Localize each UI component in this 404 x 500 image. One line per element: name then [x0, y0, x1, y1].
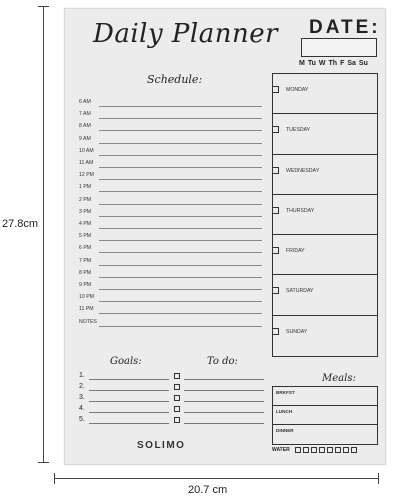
schedule-time-label: 10 AM — [79, 147, 94, 154]
schedule-row[interactable] — [79, 148, 262, 160]
schedule-row[interactable] — [79, 136, 262, 148]
water-glass-checkbox[interactable] — [335, 447, 341, 453]
schedule-row[interactable] — [79, 245, 262, 257]
schedule-line[interactable] — [99, 265, 262, 266]
meal-label: DINNER — [276, 428, 294, 433]
schedule-row[interactable] — [79, 221, 262, 233]
schedule-line[interactable] — [99, 216, 262, 217]
schedule-time-label: 8 PM — [79, 269, 92, 276]
weekday-checkbox[interactable] — [272, 247, 279, 254]
weekday-label: THURSDAY — [286, 207, 315, 214]
meal-cell[interactable] — [273, 387, 377, 406]
schedule-line[interactable] — [99, 204, 262, 205]
schedule-time-label: 2 PM — [79, 196, 92, 203]
schedule-row[interactable] — [79, 319, 262, 331]
schedule-line[interactable] — [99, 326, 262, 327]
schedule-time-label: 12 PM — [79, 172, 94, 179]
goal-line[interactable] — [89, 379, 169, 380]
todo-line[interactable] — [184, 412, 264, 413]
weekday-label: TUESDAY — [286, 127, 311, 134]
schedule-row[interactable] — [79, 111, 262, 123]
height-dimension-cap-top — [38, 6, 49, 7]
todo-line[interactable] — [184, 423, 264, 424]
weekday-cell[interactable] — [273, 195, 377, 235]
date-field[interactable] — [301, 38, 377, 57]
weekday-label: FRIDAY — [286, 248, 305, 255]
weekday-cell[interactable] — [273, 74, 377, 114]
day-of-week-row — [299, 60, 368, 67]
height-dimension-cap-bottom — [38, 462, 49, 463]
goals-title: Goals: — [110, 356, 142, 367]
schedule-time-label: 8 AM — [79, 123, 91, 130]
schedule-time-label: 1 PM — [79, 184, 92, 191]
meal-cell[interactable] — [273, 406, 377, 425]
schedule-line[interactable] — [99, 179, 262, 180]
weekday-checkbox[interactable] — [272, 207, 279, 214]
schedule-row[interactable] — [79, 123, 262, 135]
schedule-row[interactable] — [79, 282, 262, 294]
goal-row[interactable] — [79, 372, 169, 383]
goal-number: 5. — [79, 416, 85, 423]
todo-title: To do: — [207, 356, 238, 367]
schedule-row[interactable] — [79, 258, 262, 270]
planner-title: Daily Planner — [93, 19, 279, 49]
width-dimension-label: 20.7 cm — [188, 484, 228, 496]
schedule-time-label: 7 PM — [79, 257, 92, 264]
width-dimension-line — [54, 478, 378, 479]
schedule-line[interactable] — [99, 252, 262, 253]
weekday-checkbox[interactable] — [272, 126, 279, 133]
weekday-cell[interactable] — [273, 114, 377, 154]
schedule-row[interactable] — [79, 184, 262, 196]
goal-line[interactable] — [89, 401, 169, 402]
todo-line[interactable] — [184, 379, 264, 380]
schedule-line[interactable] — [99, 313, 262, 314]
schedule-time-label: 4 PM — [79, 221, 92, 227]
schedule-line[interactable] — [99, 167, 262, 168]
schedule-line[interactable] — [99, 106, 262, 107]
water-glass-checkbox[interactable] — [343, 447, 349, 453]
water-glass-checkbox[interactable] — [311, 447, 317, 453]
schedule-line[interactable] — [99, 289, 262, 290]
schedule-line[interactable] — [99, 155, 262, 156]
schedule-line[interactable] — [99, 240, 262, 241]
schedule-row[interactable] — [79, 306, 262, 318]
water-glass-checkbox[interactable] — [303, 447, 309, 453]
water-glass-checkbox[interactable] — [319, 447, 325, 453]
day-letter[interactable]: Th — [328, 60, 338, 67]
water-tracker — [272, 447, 357, 453]
todo-checkbox[interactable] — [174, 417, 180, 423]
goal-number: 4. — [79, 405, 85, 412]
schedule-line[interactable] — [99, 301, 262, 302]
day-letter[interactable]: W — [318, 60, 326, 67]
weekday-cell[interactable] — [273, 275, 377, 315]
day-letter[interactable]: Tu — [307, 60, 316, 67]
goal-line[interactable] — [89, 423, 169, 424]
weekday-cell[interactable] — [273, 235, 377, 275]
weekday-label: WEDNESDAY — [286, 167, 320, 174]
schedule-row[interactable] — [79, 99, 262, 111]
goal-number: 3. — [79, 394, 85, 401]
goal-row[interactable] — [79, 416, 169, 427]
goal-row[interactable] — [79, 405, 169, 416]
weekday-checkbox[interactable] — [272, 287, 279, 294]
schedule-time-label: 9 PM — [79, 282, 92, 288]
schedule-time-label: 6 PM — [79, 245, 92, 252]
meals-box — [272, 386, 378, 445]
water-glass-checkbox[interactable] — [351, 447, 357, 453]
todo-row[interactable] — [174, 372, 264, 383]
weekday-checkbox[interactable] — [272, 167, 279, 174]
height-dimension-label: 27.8cm — [2, 218, 39, 230]
water-glass-checkbox[interactable] — [327, 447, 333, 453]
todo-row[interactable] — [174, 416, 264, 427]
weekday-label: MONDAY — [286, 87, 309, 93]
meals-title: Meals: — [322, 373, 356, 384]
meal-cell[interactable] — [273, 425, 377, 444]
day-letter[interactable]: M — [299, 60, 305, 67]
schedule-time-label: 10 PM — [79, 294, 94, 301]
schedule-line[interactable] — [99, 191, 262, 192]
schedule-row[interactable] — [79, 197, 262, 209]
schedule-time-label: 3 PM — [79, 208, 92, 215]
todo-row[interactable] — [174, 405, 264, 416]
weekday-cell[interactable] — [273, 155, 377, 195]
brand-logo: SOLIMO — [137, 440, 186, 451]
todo-row[interactable] — [174, 394, 264, 405]
goal-line[interactable] — [89, 412, 169, 413]
todo-checkbox[interactable] — [174, 406, 180, 412]
schedule-line[interactable] — [99, 118, 262, 119]
schedule-row[interactable] — [79, 209, 262, 221]
schedule-title: Schedule: — [147, 73, 203, 86]
schedule-row[interactable] — [79, 270, 262, 282]
schedule-time-label: 9 AM — [79, 135, 91, 142]
todo-row[interactable] — [174, 383, 264, 394]
goal-number: 1. — [79, 372, 85, 379]
schedule-row[interactable] — [79, 172, 262, 184]
schedule-time-label: 7 AM — [79, 111, 91, 118]
weekly-box — [272, 73, 378, 357]
schedule-row[interactable] — [79, 233, 262, 245]
schedule-time-label: 11 AM — [79, 160, 94, 166]
meal-label: LUNCH — [276, 409, 293, 414]
width-dimension-cap-right — [378, 473, 379, 484]
todo-checkbox[interactable] — [174, 384, 180, 390]
schedule-time-label: 6 AM — [79, 99, 91, 105]
schedule-time-label: 5 PM — [79, 233, 92, 240]
weekday-label: SUNDAY — [286, 328, 308, 335]
todo-line[interactable] — [184, 390, 264, 391]
schedule-row[interactable] — [79, 160, 262, 172]
weekday-checkbox[interactable] — [272, 86, 279, 93]
water-glass-checkbox[interactable] — [295, 447, 301, 453]
goal-row[interactable] — [79, 383, 169, 394]
height-dimension-line — [43, 6, 44, 462]
day-letter[interactable]: Su — [358, 60, 368, 67]
schedule-time-label: 11 PM — [79, 306, 94, 313]
weekday-label: SATURDAY — [286, 288, 314, 295]
meal-label: BRKFST — [276, 390, 295, 395]
schedule-line[interactable] — [99, 130, 262, 131]
weekday-checkbox[interactable] — [272, 328, 279, 335]
todo-checkbox[interactable] — [174, 373, 180, 379]
planner-sheet — [64, 8, 386, 465]
day-letter[interactable]: Sa — [347, 60, 356, 67]
width-dimension-cap-left — [54, 473, 55, 484]
schedule-line[interactable] — [99, 143, 262, 144]
todo-line[interactable] — [184, 401, 264, 402]
water-label: WATER — [272, 447, 290, 453]
schedule-row[interactable] — [79, 294, 262, 306]
day-letter[interactable]: F — [340, 60, 345, 67]
goal-row[interactable] — [79, 394, 169, 405]
weekday-cell[interactable] — [273, 316, 377, 356]
schedule-line[interactable] — [99, 277, 262, 278]
goal-number: 2. — [79, 383, 85, 390]
schedule-time-label: NOTES — [79, 318, 97, 325]
todo-checkbox[interactable] — [174, 395, 180, 401]
goal-line[interactable] — [89, 390, 169, 391]
schedule-line[interactable] — [99, 228, 262, 229]
date-label: DATE: — [309, 17, 381, 38]
